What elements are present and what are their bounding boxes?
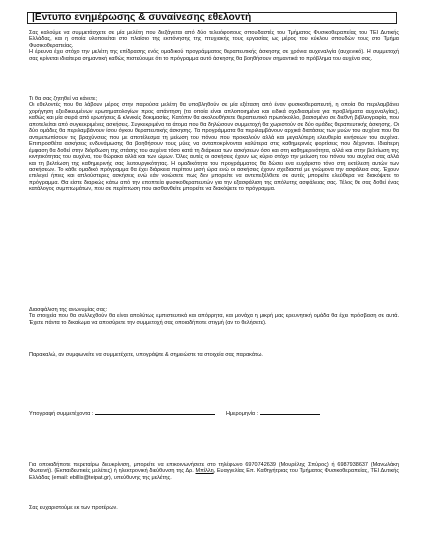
intro-section [29, 30, 399, 62]
anonymity-paragraph: Τα στοιχεία που θα συλλεχθούν θα είναι απολύτως εμπιστευτικά και απόρρητα, και μονάχα η μικρή μας ερευνητική ομάδα θα έχει πρόσβαση σε αυτά. Έχετε πάντα το δικαίωμα να αποσύρετε την συμμετοχή σας οποιαδήποτε στιγμή (αν το θελήσετε). [29, 313, 399, 326]
what-heading: Τι θα σας ζητηθεί να κάνετε; [29, 96, 97, 102]
title-box [27, 12, 397, 24]
contact-text-before: Για οποιαδήποτε περεταίρω διευκρίνιση, μπορείτε να επικοινωνήσετε στο τηλέφωνο 6970742639 (Μουρέλης Σπύρος) ή 6987938637 (Μανωλάκη Φωτεινή). (Εκπαιδευτικές μελέτες) ή ηλεκτρονική διεύθυνση της Δρ. [29, 462, 399, 475]
contact-section [29, 462, 399, 481]
contact-name: Μπίλλη [195, 468, 214, 475]
signature-field[interactable] [95, 409, 215, 415]
date-label: Ημερομηνία [225, 411, 256, 417]
anonymity-heading: Διασφάλιση της ανωνυμίας σας: [29, 307, 108, 313]
date-field[interactable] [260, 409, 320, 415]
request-text: Παρακαλώ, αν συμφωνείτε να συμμετέχετε, υπογράψτε & σημειώστε τα στοιχεία σας παρακάτω. [29, 352, 263, 358]
date-separator: : [256, 411, 259, 417]
signature-separator: : [91, 411, 94, 417]
closing-text: Σας ευχαριστούμε εκ των προτέρων. [29, 505, 118, 511]
anonymity-section [29, 307, 399, 326]
what-paragraph: Οι εθελοντές που θα λάβουν μέρος στην παρούσα μελέτη θα υποβληθούν σε μία εξέταση από έναν φυσικοθεραπευτή, η οποία θα περιλαμβάνει χορήγηση εξειδικευμένων ερωτηματολογίων προς απάντηση (τα οποία είναι απλοποιημένα και ειδικά σχεδιασμένα για προβλήματα αυχεναλγίας), καθώς και μία σειρά από ερωτήσεις & κλινικές δοκιμασίες. Κατόπιν θα ακολουθήσετε θεραπευτικό πρωτόκολλο, βασισμένο σε διεθνή βιβλιογραφία, που αποτελείται από συγκεκριμένες ασκήσεις. Συγκεκριμένα τα άτομα που θα δηλώσουν συμμετοχή θα χωριστούν σε δύο ομάδες θεραπευτικής άσκησης. Οι δύο ομάδες θα περιλαμβάνουν ίσου όγκου θεραπευτικής άσκησης. Τα προγράμματα θα περιλαμβάνουν αρχικά διατάσεις των μυών του αυχένα που θα αντιμετωπίσουν τις βραχύνσεις που με αποτέλεσμα τη μείωση του πόνου που προκαλούν αλλά και μεγαλύτερη ελευθερία κινήσεων του αυχένα. Επιπροσθέτα ασκήσεις ενδυνάμωσης θα βοηθήσουν τους μύες να ανταποκρίνονται καλύτερα στις καθημερινές φορτίσεις που δέχονται. Ιδιαίτερη έμφαση θα δοθεί στην διόρθωση της στάσης του αυχένα τόσο κατά τη διάρκεια των ασκήσεων όσο και στη καθημερινότητα, αλλά και στην βελτίωση της κινητικότητας του αυχένα, του θώρακα αλλά και των ώμων. Όλες αυτές οι ασκήσεις έχουν ως κύριο στόχο την μείωση του πόνου του αυχένα σας αλλά και τη βελτίωση της καθημερινής σας λειτουργικότητας. Η ομαδικότητα του προγράμματος θα δώσει ενα ευχάριστο τόνο στη εκτέλεση αυτών των ασκήσεων. Το κάθε ομαδικό πρόγραμμα θα έχει διάρκεια περίπου μισή ώρα ενώ οι ασκήσεις έχουν σχεδιαστεί με γνώμονα την ασφάλεια σας. Έχουν επιλεγεί ήπιες και απλούστερες ασκήσεις ενώ εάν νοιώσετε πως δεν μπορείτε να αντεπεξέλθετε σε αυτές μπορείτε ελεύθερα να διακόψετε το πρόγραμμα. Θα είστε διαρκώς κάτω από την εποπτεία φυσικοθεραπευτών για την εξασφάλιση της απόλυτης ασφάλειας σας. Τέλος θε σας δοθεί ένας κατάλογος συμπτωμάτων, που σε περίπτωση που αισθανθείτε μπορείτε να διακόψετε το πρόγραμμα. [29, 102, 399, 193]
contact-paragraph [29, 462, 399, 481]
intro-paragraph-2: Η έρευνα έχει στόχο την μελέτη της επίδρασης ενός ομαδικού προγράμματος θεραπευτικής άσκησης σε χρόνια αυχεναλγία (αυχενικό). Η συμμετοχή σας κρίνεται ιδιαίτερα σημαντική καθώς πιστεύουμε ότι το πρόγραμμα αυτό άσκησης θα βοηθήσουν σημαντικά το πρόβλημα του αυχένα σας. [29, 49, 399, 62]
contact-text-after: , Ευαγγελίας Επ. Καθηγήτριας του Τμήματος Φυσικοθεραπείας, ΤΕΙ Δυτικής Ελλάδας (email: ebillis@teipat.gr), υπεύθυνης της μελέτης. [29, 468, 399, 481]
signature-row [29, 409, 399, 417]
intro-paragraph-1: Σας καλούμε να συμμετάσχετε σε μία μελέτη που διεξάγεται από δύο τελειόφοιτους σπουδαστές του Τμήματος Φυσικοθεραπείας του ΤΕΙ Δυτικής Ελλάδας, και η οποία υλοποιείται στο πλαίσιο της εκπόνησης της πτυχιακής τους εργασίας ως μέρος του κύκλου σπουδών τους στο Τμήμα Φυσικοθεραπείας. [29, 30, 399, 49]
signature-label: Υπογραφή συμμετέχοντα [29, 411, 91, 417]
page-title: |Εντυπο ενημέρωσης & συναίνεσης εθελοντή [32, 12, 252, 23]
what-section [29, 96, 399, 193]
